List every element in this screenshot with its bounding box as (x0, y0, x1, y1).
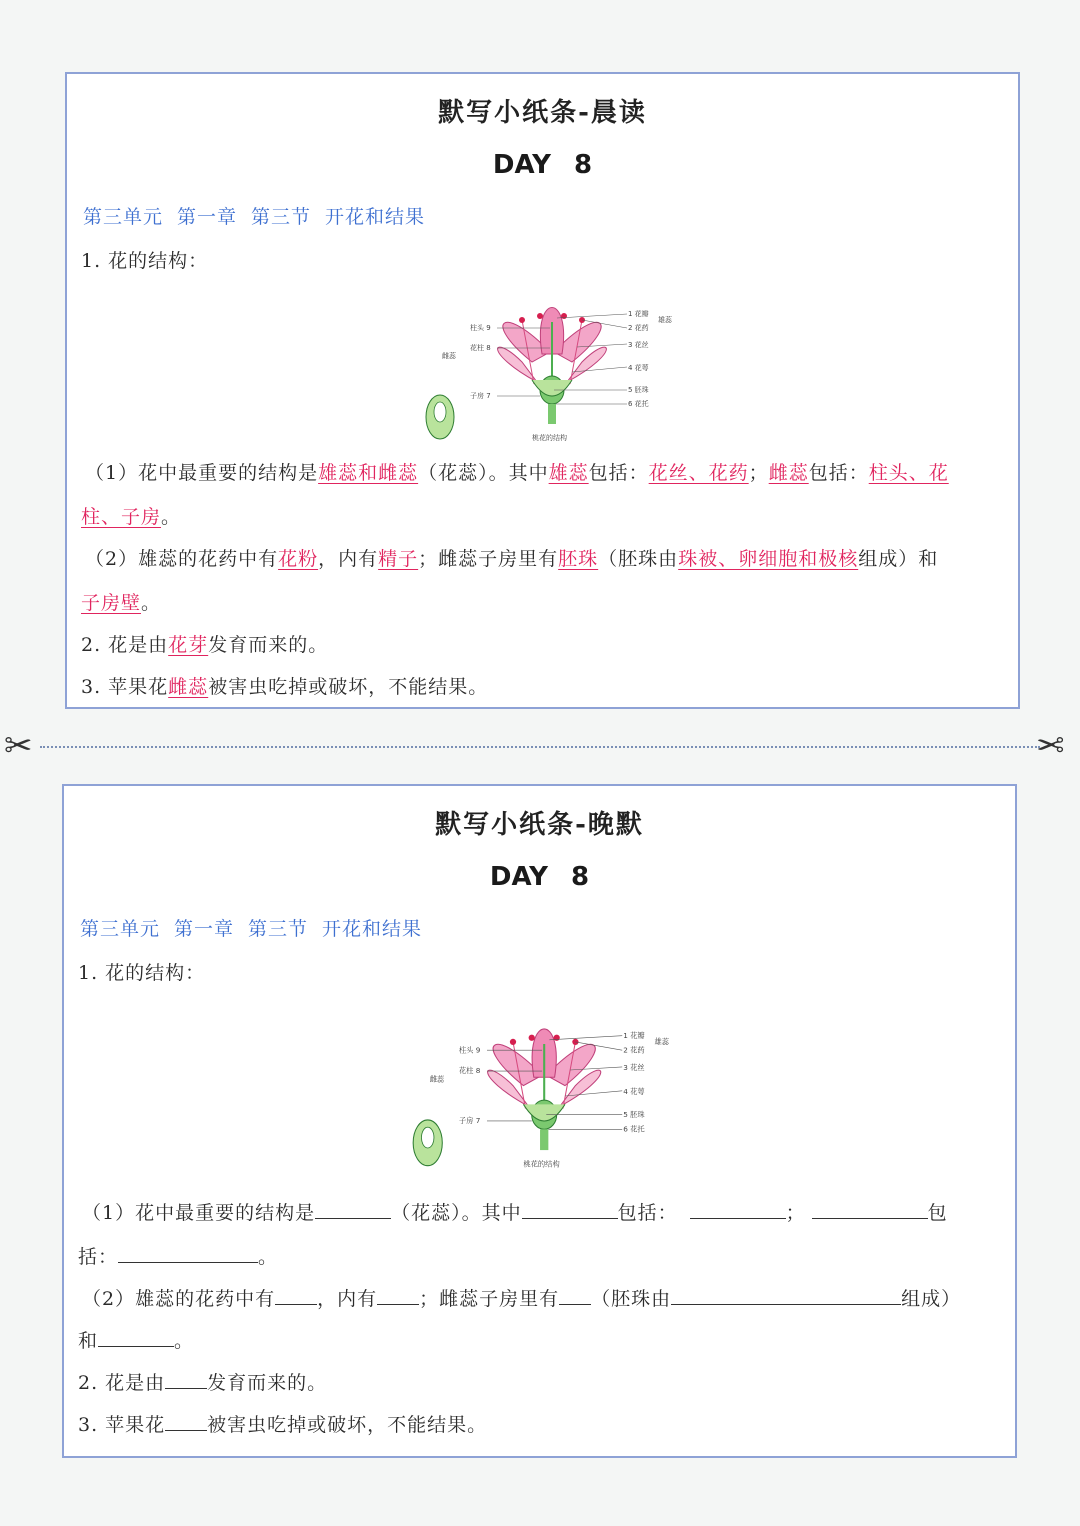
answer: 精子 (378, 548, 419, 570)
label-ovary: 子房 7 (458, 1116, 481, 1126)
label-receptacle: 6 花托 (623, 1124, 645, 1134)
fill-blank[interactable] (165, 1370, 207, 1389)
fill-blank[interactable] (690, 1200, 786, 1219)
label-anther: 2 花药 (623, 1045, 645, 1055)
fill-blank[interactable] (98, 1328, 174, 1347)
label-pistil-group: 雌蕊 (429, 1074, 445, 1084)
cut-line (40, 746, 1040, 748)
fill-blank[interactable] (377, 1286, 419, 1305)
evening-p2-line2: 和 。 (78, 1330, 195, 1352)
fill-blank[interactable] (522, 1200, 618, 1219)
label-style: 花柱 8 (458, 1066, 481, 1076)
morning-flower-diagram (422, 292, 672, 452)
evening-q3: 3. 苹果花 被害虫吃掉或破坏，不能结果。 (78, 1414, 488, 1436)
fill-blank[interactable] (275, 1286, 317, 1305)
morning-card (65, 72, 1020, 709)
section-chapter: 第一章 (174, 918, 235, 940)
answer: 雄蕊和雌蕊 (318, 462, 419, 484)
diagram-caption: 桃花的结构 (532, 434, 567, 442)
section-chapter: 第一章 (177, 206, 238, 228)
evening-flower-diagram (409, 1012, 669, 1180)
label-sepal: 4 花萼 (628, 364, 649, 372)
morning-section-heading (83, 202, 439, 229)
answer: 雌蕊 (168, 676, 209, 698)
label-anther: 2 花药 (628, 324, 649, 332)
label-petal: 1 花瓣 (628, 310, 649, 318)
morning-p2-line2: 子房壁。 (81, 592, 162, 614)
fill-blank[interactable] (671, 1286, 901, 1305)
label-stigma: 柱头 9 (470, 324, 491, 332)
evening-p1-line2: 括： 。 (78, 1246, 279, 1268)
section-unit: 第三单元 (83, 206, 164, 228)
answer: 雌蕊 (768, 462, 809, 484)
label-petal: 1 花瓣 (623, 1030, 645, 1040)
morning-day: DAY 8 (492, 150, 593, 180)
section-node: 第三节 (251, 206, 312, 228)
fill-blank[interactable] (559, 1286, 591, 1305)
label-pistil-group: 雌蕊 (442, 352, 456, 360)
answer: 柱头、花 (868, 462, 949, 484)
answer: 柱、子房 (81, 506, 162, 528)
morning-title: 默写小纸条-晨读 (438, 98, 647, 128)
evening-section-heading (80, 914, 436, 941)
scissors-icon: ✂ (1036, 726, 1065, 766)
section-topic: 开花和结果 (325, 206, 426, 228)
evening-q2: 2. 花是由 发育而来的。 (78, 1372, 328, 1394)
label-receptacle: 6 花托 (628, 400, 649, 408)
label-filament: 3 花丝 (623, 1063, 645, 1072)
evening-p2-line1: （2）雄蕊的花药中有 ，内有 ；雌蕊子房里有 （胚珠由 组成） (82, 1288, 962, 1310)
answer: 子房壁 (81, 592, 142, 614)
label-sepal: 4 花萼 (623, 1086, 645, 1096)
morning-p1-line1: （1）花中最重要的结构是雄蕊和雌蕊（花蕊）。其中雄蕊包括：花丝、花药；雌蕊包括：柱头、花 (85, 462, 949, 484)
answer: 花芽 (168, 634, 209, 656)
morning-q2: 2. 花是由花芽发育而来的。 (81, 634, 329, 656)
section-node: 第三节 (248, 918, 309, 940)
label-stigma: 柱头 9 (458, 1045, 481, 1055)
answer: 胚珠 (558, 548, 599, 570)
label-style: 花柱 8 (470, 344, 491, 352)
scissors-icon: ✂ (4, 726, 33, 766)
section-topic: 开花和结果 (322, 918, 423, 940)
answer: 花丝、花药 (648, 462, 749, 484)
morning-p1-line2: 柱、子房。 (81, 506, 182, 528)
morning-q1: 1. 花的结构： (81, 250, 209, 272)
fill-blank[interactable] (118, 1244, 258, 1263)
answer: 雄蕊 (548, 462, 589, 484)
evening-p1-line1: （1）花中最重要的结构是 （花蕊）。其中 包括： ； 包 (82, 1202, 948, 1224)
morning-q3: 3. 苹果花雌蕊被害虫吃掉或破坏，不能结果。 (81, 676, 489, 698)
label-ovary: 子房 7 (470, 392, 491, 400)
fill-blank[interactable] (165, 1412, 207, 1431)
label-filament: 3 花丝 (628, 341, 649, 349)
evening-title: 默写小纸条-晚默 (435, 810, 644, 840)
evening-card (62, 784, 1017, 1458)
label-stamen-group: 雄蕊 (658, 316, 672, 324)
evening-q1: 1. 花的结构： (78, 962, 206, 984)
evening-day: DAY 8 (489, 862, 590, 892)
fill-blank[interactable] (315, 1200, 391, 1219)
diagram-caption: 桃花的结构 (523, 1159, 560, 1169)
label-stamen-group: 雄蕊 (654, 1037, 669, 1046)
section-unit: 第三单元 (80, 918, 161, 940)
answer: 花粉 (278, 548, 319, 570)
label-ovule: 5 胚珠 (623, 1109, 645, 1119)
answer: 珠被、卵细胞和极核 (678, 548, 859, 570)
label-ovule: 5 胚珠 (628, 386, 649, 394)
morning-p2-line1: （2）雄蕊的花药中有花粉，内有精子；雌蕊子房里有胚珠（胚珠由珠被、卵细胞和极核组成）和 (85, 548, 939, 570)
fill-blank[interactable] (812, 1200, 928, 1219)
